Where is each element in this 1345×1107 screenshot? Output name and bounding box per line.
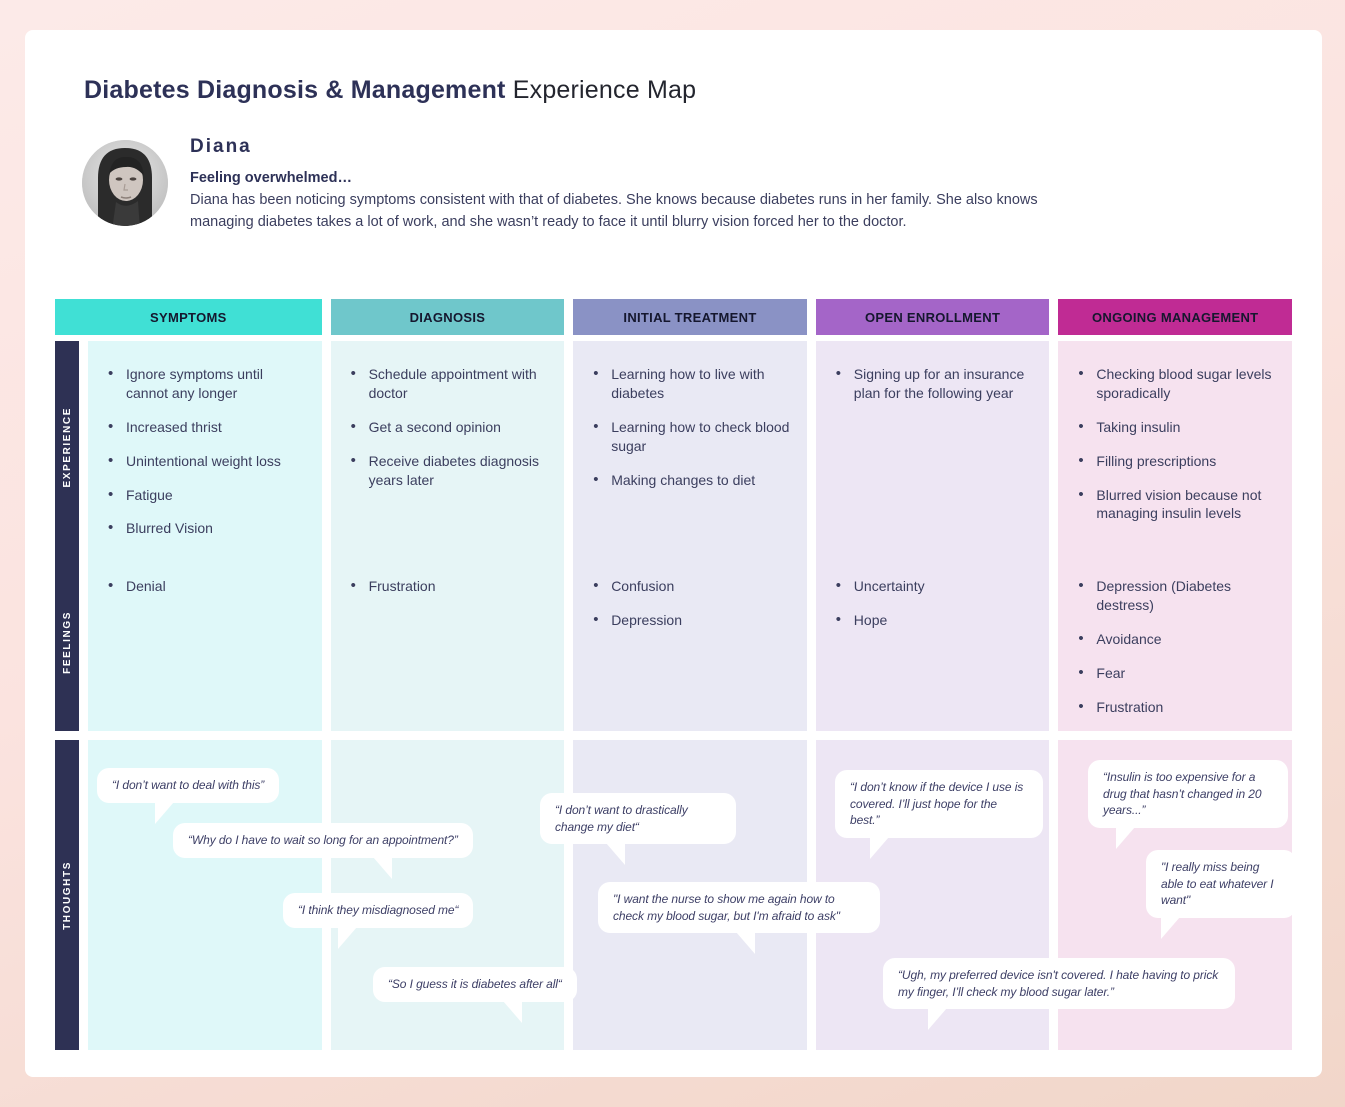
thought-bubble: “I don’t want to deal with this” [97,768,279,803]
list-item: • Signing up for an insurance plan for the following year [832,365,1034,403]
experience-cell-open-enrollment [816,341,1050,553]
feelings-cell-ongoing-management [1058,553,1292,731]
list-item: • Taking insulin [1074,418,1276,437]
experience-row [55,341,1292,546]
thought-bubble: “Why do I have to wait so long for an appointment?” [173,823,473,858]
experience-cell-initial-treatment [573,341,807,553]
experience-cell-symptoms [88,341,322,553]
stage-header-symptoms: SYMPTOMS [55,299,322,335]
list-item: • Blurred vision because not managing insulin levels [1074,486,1276,524]
thought-bubble: “Insulin is too expensive for a drug that hasn’t changed in 20 years...” [1088,760,1288,828]
thought-bubble: “I don’t want to drastically change my diet“ [540,793,736,844]
thoughts-row [55,740,1292,1050]
list-item: • Making changes to diet [589,471,791,490]
persona-description: Diana has been noticing symptoms consistent with that of diabetes. She knows because diabetes runs in her family. She also knows managing diabetes takes a lot of work, and she wasn’t ready to face it until blurry vision forced her to the doctor. [190,192,1038,230]
bubble-tail [928,1008,947,1030]
list-item: • Checking blood sugar levels sporadically [1074,365,1276,403]
stage-header-diagnosis: DIAGNOSIS [331,299,565,335]
list-item: • Increased thrist [104,418,306,437]
stage-header-ongoing-management: ONGOING MANAGEMENT [1058,299,1292,335]
experience-map-grid [55,299,1292,1050]
list-item: • Hope [832,611,1034,630]
experience-cell-ongoing-management [1058,341,1292,553]
stage-header-row [55,299,1292,335]
bubble-tail [373,857,392,879]
thought-bubble: "I want the nurse to show me again how to check my blood sugar, but I'm afraid to ask" [598,882,880,933]
feelings-cell-symptoms [88,553,322,731]
list-item: • Fatigue [104,486,306,505]
bubble-tail [155,802,174,824]
bubble-tail [606,843,625,865]
experience-cell-diagnosis [331,341,565,553]
bubble-tail [870,837,889,859]
page-title-primary: Diabetes Diagnosis & Management [84,76,506,104]
feelings-row [55,553,1292,727]
list-item: • Ignore symptoms until cannot any longer [104,365,306,403]
experience-map-card [25,30,1322,1077]
list-item: • Uncertainty [832,577,1034,596]
experience-row-label: EXPERIENCE [55,341,79,553]
bubble-tail [1161,917,1180,939]
list-item: • Get a second opinion [347,418,549,437]
thought-bubble: “Ugh, my preferred device isn't covered. I hate having to prick my finger, I’ll check my blood sugar later.” [883,958,1235,1009]
list-item: • Frustration [347,577,549,596]
stage-header-initial-treatment: INITIAL TREATMENT [573,299,807,335]
list-item: • Unintentional weight loss [104,452,306,471]
list-item: • Receive diabetes diagnosis years later [347,452,549,490]
bubble-tail [338,927,357,949]
feelings-cell-initial-treatment [573,553,807,731]
list-item: • Blurred Vision [104,519,306,538]
persona-avatar [82,140,168,226]
page-title-secondary: Experience Map [505,76,697,104]
avatar-portrait-graphic [82,140,168,226]
list-item: • Depression [589,611,791,630]
list-item: • Schedule appointment with doctor [347,365,549,403]
feelings-cell-diagnosis [331,553,565,731]
list-item: • Frustration [1074,698,1276,717]
feelings-row-label: FEELINGS [55,553,79,731]
thought-bubble: “So I guess it is diabetes after all“ [373,967,577,1002]
page-title [84,76,696,105]
bubble-tail [736,932,755,954]
thought-bubble: “I don’t know if the device I use is covered. I’ll just hope for the best.” [835,770,1043,838]
list-item: • Fear [1074,664,1276,683]
list-item: • Learning how to live with diabetes [589,365,791,403]
list-item: • Denial [104,577,306,596]
bubble-tail [1116,827,1135,849]
thoughts-row-label: THOUGHTS [55,740,79,1050]
thought-bubble: "I really miss being able to eat whatever I want" [1146,850,1296,918]
persona-name: Diana [190,136,252,157]
persona-headline: Feeling overwhelmed… [190,170,352,186]
list-item: • Filling prescriptions [1074,452,1276,471]
bubble-tail [503,1001,522,1023]
list-item: • Learning how to check blood sugar [589,418,791,456]
list-item: • Depression (Diabetes destress) [1074,577,1276,615]
list-item: • Confusion [589,577,791,596]
stage-header-open-enrollment: OPEN ENROLLMENT [816,299,1050,335]
feelings-cell-open-enrollment [816,553,1050,731]
thought-bubble: “I think they misdiagnosed me“ [283,893,473,928]
list-item: • Avoidance [1074,630,1276,649]
